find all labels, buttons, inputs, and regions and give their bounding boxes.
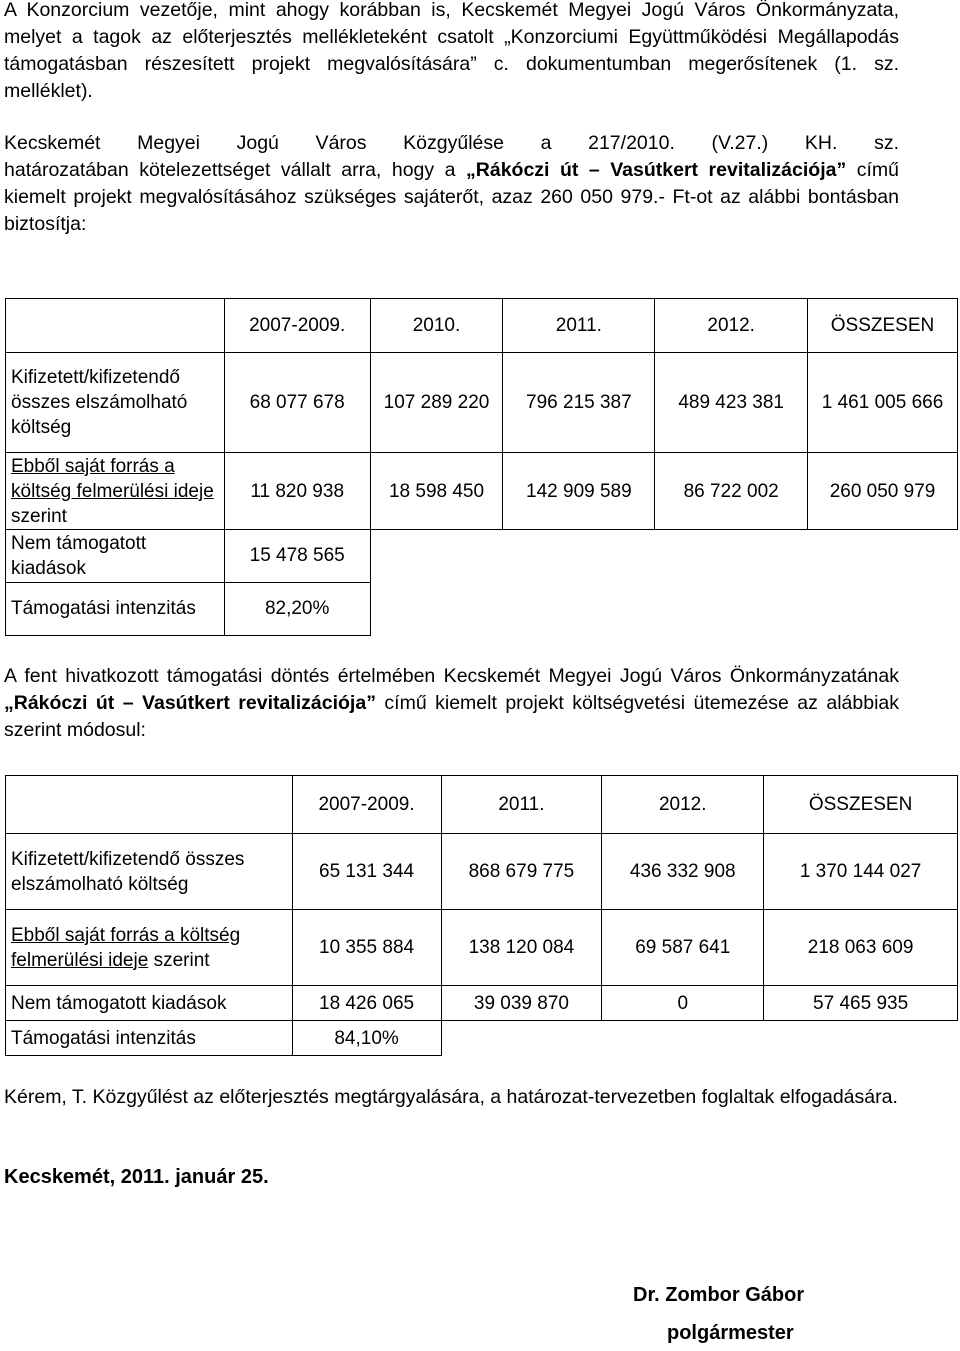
- column-header: 2012.: [602, 776, 764, 834]
- table-cell: 84,10%: [292, 1021, 441, 1056]
- table-cell: 69 587 641: [602, 910, 764, 986]
- table-row: [6, 453, 958, 529]
- table-header-row: [6, 776, 958, 834]
- column-header: ÖSSZESEN: [764, 776, 958, 834]
- column-header: ÖSSZESEN: [808, 299, 958, 353]
- decision-paragraph: határozatában kötelezettséget vállalt arra, hogy a „Rákóczi út – Vasútkert revitalizációja” című kiemelt projekt megvalósításához szükséges sajáterőt, azaz 260 050 979.- Ft-ot az alábbi bontásban biztosítja:: [4, 159, 899, 235]
- project-name: „Rákóczi út – Vasútkert revitalizációja”: [4, 692, 376, 714]
- table-cell: 11 820 938: [224, 453, 370, 529]
- table-row: [6, 353, 958, 453]
- table-cell: 18 426 065: [292, 986, 441, 1021]
- column-header: 2011.: [441, 776, 602, 834]
- column-header: 2007-2009.: [224, 299, 370, 353]
- row-label: Kifizetett/kifizetendő összes elszámolható költség: [6, 834, 293, 910]
- table-cell: 489 423 381: [655, 353, 808, 453]
- table-cell: 868 679 775: [441, 834, 602, 910]
- modification-paragraph: A fent hivatkozott támogatási döntés értelmében Kecskemét Megyei Jogú Város Önkormányzatának „Rákóczi út – Vasútkert revitalizációja” című kiemelt projekt költségvetési ütemezése az alábbiak szerint módosul:: [4, 665, 899, 741]
- decision-line1: Kecskemét Megyei Jogú Város Közgyűlése a 217/2010. (V.27.) KH. sz.: [4, 132, 899, 154]
- table-cell: 436 332 908: [602, 834, 764, 910]
- signature-name: Dr. Zombor Gábor: [633, 1284, 805, 1306]
- row-label: Ebből saját forrás a költség felmerülési ideje szerint: [6, 453, 225, 529]
- project-name: „Rákóczi út – Vasútkert revitalizációja”: [466, 159, 847, 181]
- table-cell: 107 289 220: [370, 353, 503, 453]
- row-label: Támogatási intenzitás: [6, 1021, 293, 1056]
- table-cell: 1 461 005 666: [808, 353, 958, 453]
- table-cell: 1 370 144 027: [764, 834, 958, 910]
- row-label: Nem támogatott kiadások: [6, 529, 225, 582]
- closing-paragraph: Kérem, T. Közgyűlést az előterjesztés megtárgyalására, a határozat-tervezetben foglaltak elfogadására.: [4, 1086, 898, 1108]
- table-cell: 57 465 935: [764, 986, 958, 1021]
- column-header: 2012.: [655, 299, 808, 353]
- table-cell: 39 039 870: [441, 986, 602, 1021]
- table-cell: 68 077 678: [224, 353, 370, 453]
- table-row: [6, 834, 958, 910]
- budget-table-original: [5, 298, 958, 636]
- intro-paragraph: A Konzorcium vezetője, mint ahogy korábban is, Kecskemét Megyei Jogú Város Önkormányzata, melyet a tagok az előterjesztés mellékleteként csatolt „Konzorciumi Együttműködési Megállapodás támogatásban részesített projekt megvalósítására” c. dokumentumban megerősítenek (1. sz. melléklet).: [4, 0, 899, 102]
- table-row: [6, 1021, 958, 1056]
- column-header: 2011.: [503, 299, 655, 353]
- table-cell: 218 063 609: [764, 910, 958, 986]
- table-header-row: [6, 299, 958, 353]
- table-cell: 18 598 450: [370, 453, 503, 529]
- table-row: [6, 529, 958, 582]
- table-cell: 0: [602, 986, 764, 1021]
- row-label: Nem támogatott kiadások: [6, 986, 293, 1021]
- table-row: [6, 986, 958, 1021]
- budget-table-modified: [5, 775, 958, 1056]
- table-cell: 796 215 387: [503, 353, 655, 453]
- column-header: 2010.: [370, 299, 503, 353]
- row-label: Kifizetett/kifizetendő összes elszámolható költség: [6, 353, 225, 453]
- signature-title: polgármester: [667, 1322, 794, 1344]
- table-cell: 10 355 884: [292, 910, 441, 986]
- table-cell: 15 478 565: [224, 529, 370, 582]
- place-date: Kecskemét, 2011. január 25.: [4, 1166, 269, 1188]
- table-cell: 142 909 589: [503, 453, 655, 529]
- row-label: Ebből saját forrás a költség felmerülési ideje szerint: [6, 910, 293, 986]
- table-cell: 86 722 002: [655, 453, 808, 529]
- table-cell: 65 131 344: [292, 834, 441, 910]
- row-label: Támogatási intenzitás: [6, 582, 225, 635]
- table-cell: 138 120 084: [441, 910, 602, 986]
- table-cell: 260 050 979: [808, 453, 958, 529]
- table-row: [6, 910, 958, 986]
- table-cell: 82,20%: [224, 582, 370, 635]
- column-header: 2007-2009.: [292, 776, 441, 834]
